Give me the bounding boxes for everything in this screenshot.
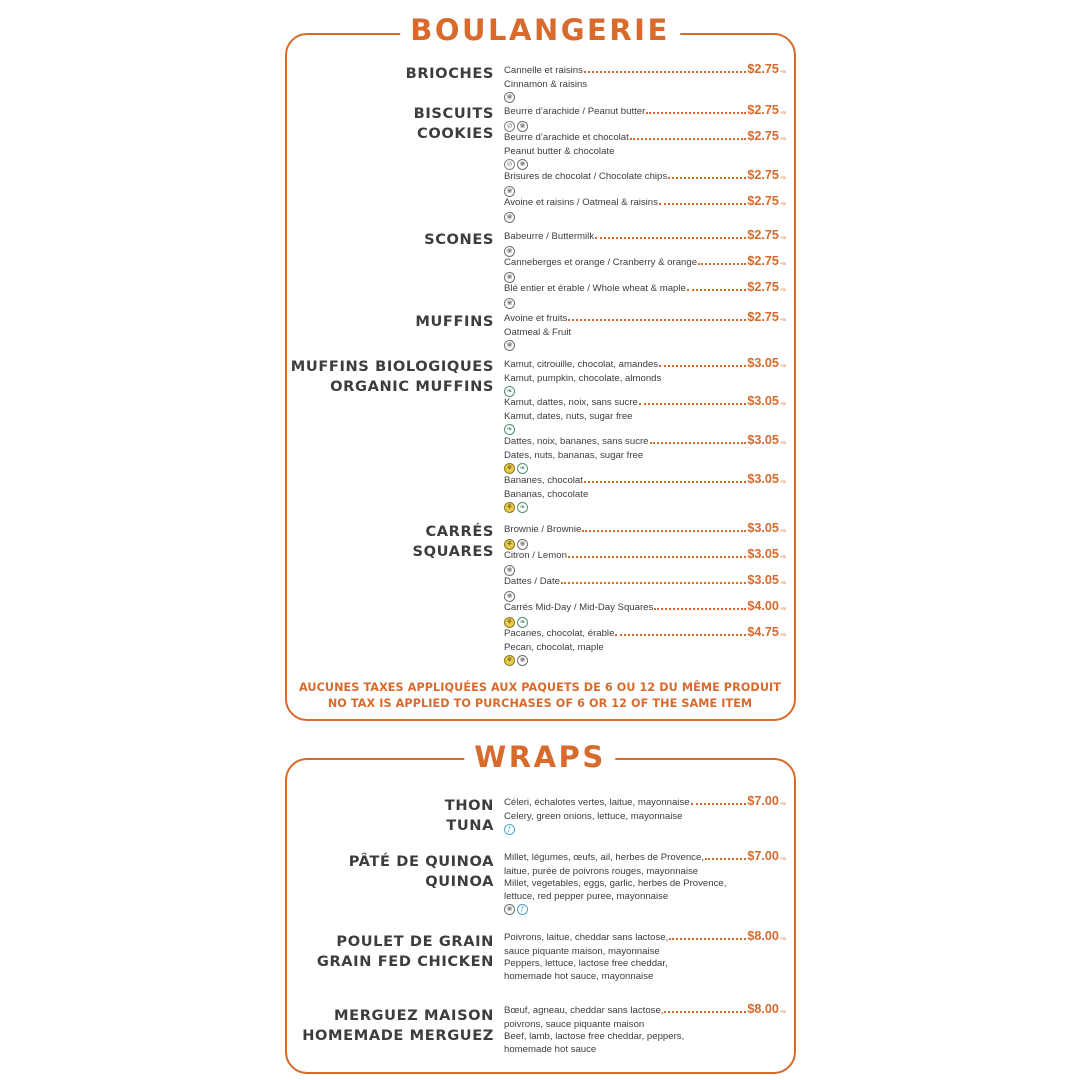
- item-name: Dattes, noix, bananes, sans sucre: [504, 436, 649, 447]
- tax-note: +tx: [779, 606, 786, 611]
- menu-item-row: [504, 574, 786, 590]
- dot-leader: [669, 932, 746, 940]
- item-description: Kamut, dates, nuts, sugar free: [504, 410, 633, 422]
- item-price: $3.05: [747, 521, 779, 535]
- tax-note: +tx: [779, 632, 786, 637]
- organic-icon: ❧: [517, 617, 528, 628]
- gluten-free-icon: ⚘: [504, 617, 515, 628]
- dot-leader: [630, 132, 747, 140]
- diet-icons: [504, 340, 786, 352]
- menu-item: [504, 63, 786, 104]
- tax-note: +tx: [779, 479, 786, 484]
- boulangerie-title: BOULANGERIE: [400, 16, 680, 45]
- section-title-line: COOKIES: [417, 125, 494, 142]
- menu-item-row: [504, 395, 786, 411]
- dot-leader: [705, 852, 746, 860]
- section-title-line: MUFFINS BIOLOGIQUES: [290, 358, 494, 375]
- item-name: Canneberges et orange / Cranberry & orange: [504, 257, 698, 268]
- menu-item: [504, 281, 786, 310]
- tax-note: +tx: [779, 363, 786, 368]
- item-name: Avoine et raisins / Oatmeal & raisins: [504, 197, 658, 208]
- wraps-title: WRAPS: [464, 743, 615, 772]
- item-price: $3.05: [747, 573, 779, 587]
- section-title-line: PÂTÉ DE QUINOA: [348, 853, 494, 870]
- item-name: Babeurre / Buttermilk: [504, 231, 595, 242]
- menu-item-row: [504, 357, 786, 373]
- item-description: poivrons, sauce piquante maison: [504, 1018, 645, 1030]
- organic-icon: ❧: [517, 463, 528, 474]
- item-name: Poivrons, laitue, cheddar sans lactose,: [504, 932, 669, 943]
- dot-leader: [654, 602, 746, 610]
- section-title: [349, 852, 494, 892]
- item-price: $2.75: [747, 129, 779, 143]
- dot-leader: [584, 475, 746, 483]
- dot-leader: [568, 313, 746, 321]
- tax-note: +tx: [779, 401, 786, 406]
- menu-item: [504, 169, 786, 198]
- item-name: Pacanes, chocolat, érable: [504, 628, 615, 639]
- item-name: Kamut, dattes, noix, sans sucre: [504, 397, 638, 408]
- section-title-line: MUFFINS: [415, 313, 494, 330]
- leaf-icon: ❀: [504, 246, 515, 257]
- section-title-line: GRAIN FED CHICKEN: [316, 953, 494, 970]
- menu-item-row: [504, 255, 786, 271]
- menu-item: [504, 229, 786, 258]
- dot-leader: [687, 283, 746, 291]
- item-name: Cannelle et raisins: [504, 65, 583, 76]
- leaf-icon: ❀: [504, 904, 515, 915]
- organic-icon: ❧: [504, 386, 515, 397]
- item-price: $4.75: [747, 625, 779, 639]
- item-price: $2.75: [747, 62, 779, 76]
- fish-icon: ƒ: [517, 904, 528, 915]
- menu-item-row: [504, 522, 786, 538]
- item-price: $3.05: [747, 547, 779, 561]
- dot-leader: [698, 257, 746, 265]
- diet-icons: [504, 824, 786, 836]
- tax-note: +tx: [779, 856, 786, 861]
- item-name: Blé entier et érable / Whole wheat & maple: [504, 283, 686, 294]
- leaf-icon: ❀: [517, 655, 528, 666]
- menu-item: [504, 850, 786, 916]
- menu-item-row: [504, 281, 786, 297]
- dot-leader: [568, 550, 746, 558]
- menu-item: [504, 626, 786, 667]
- gluten-free-icon: ⚘: [504, 539, 515, 550]
- menu-item: [504, 930, 786, 983]
- menu-item-row: [504, 473, 786, 489]
- item-description: laitue, purée de poivrons rouges, mayonnaise: [504, 865, 699, 877]
- dot-leader: [668, 171, 746, 179]
- section-title: [291, 357, 494, 397]
- item-description: lettuce, red pepper puree, mayonnaise: [504, 890, 669, 902]
- item-description: Dates, nuts, bananas, sugar free: [504, 449, 644, 461]
- item-name: Millet, légumes, œufs, ail, herbes de Provence,: [504, 852, 704, 863]
- item-price: $8.00: [747, 1002, 779, 1016]
- item-description: Celery, green onions, lettuce, mayonnaise: [504, 810, 683, 822]
- menu-item-row: [504, 548, 786, 564]
- leaf-icon: ❀: [517, 539, 528, 550]
- item-price: $3.05: [747, 472, 779, 486]
- leaf-icon: ❀: [504, 340, 515, 351]
- item-price: $3.05: [747, 356, 779, 370]
- dot-leader: [582, 524, 746, 532]
- item-description: Kamut, pumpkin, chocolate, almonds: [504, 372, 662, 384]
- menu-item: [504, 255, 786, 284]
- section-title: [424, 230, 494, 250]
- tax-note: +tx: [779, 175, 786, 180]
- diet-icons: [504, 904, 786, 916]
- leaf-icon: ❀: [504, 591, 515, 602]
- section-title-line: TUNA: [446, 817, 494, 834]
- leaf-icon: ❀: [517, 159, 528, 170]
- dot-leader: [615, 628, 746, 636]
- menu-item: [504, 522, 786, 551]
- organic-icon: ❧: [517, 502, 528, 513]
- tax-note: +tx: [779, 235, 786, 240]
- item-name: Avoine et fruits: [504, 313, 568, 324]
- menu-item-row: [504, 626, 786, 642]
- item-name: Bœuf, agneau, cheddar sans lactose,: [504, 1005, 664, 1016]
- dot-leader: [584, 65, 746, 73]
- menu-item: [504, 548, 786, 577]
- item-description: Millet, vegetables, eggs, garlic, herbes de Provence,: [504, 878, 727, 889]
- tax-note: +tx: [779, 1009, 786, 1014]
- item-name: Kamut, citrouille, chocolat, amandes: [504, 359, 659, 370]
- section-title-line: CARRÉS: [425, 523, 494, 540]
- organic-icon: ❧: [504, 424, 515, 435]
- menu-item: [504, 311, 786, 352]
- item-description: Peppers, lettuce, lactose free cheddar,: [504, 958, 668, 969]
- nut-icon: ⊘: [504, 159, 515, 170]
- diet-icons: [504, 92, 786, 104]
- menu-item: [504, 104, 786, 133]
- menu-item-row: [504, 930, 786, 946]
- section-title-line: SQUARES: [412, 543, 494, 560]
- menu-item: [504, 195, 786, 224]
- menu-item-row: [504, 850, 786, 866]
- menu-item: [504, 795, 786, 836]
- item-name: Brisures de chocolat / Chocolate chips: [504, 171, 668, 182]
- item-description: Beef, lamb, lactose free cheddar, peppers,: [504, 1031, 685, 1042]
- item-name: Céleri, échalotes vertes, laitue, mayonnaise: [504, 797, 690, 808]
- leaf-icon: ❀: [504, 92, 515, 103]
- item-price: $3.05: [747, 394, 779, 408]
- gluten-free-icon: ⚘: [504, 463, 515, 474]
- dot-leader: [561, 576, 746, 584]
- tax-note: +tx: [779, 110, 786, 115]
- menu-item: [504, 434, 786, 475]
- menu-item: [504, 473, 786, 514]
- item-description: Cinnamon & raisins: [504, 78, 588, 90]
- tax-note: +tx: [779, 136, 786, 141]
- item-price: $2.75: [747, 254, 779, 268]
- item-price: $2.75: [747, 228, 779, 242]
- section-title-line: POULET DE GRAIN: [336, 933, 494, 950]
- item-name: Beurre d’arachide / Peanut butter: [504, 106, 646, 117]
- item-price: $7.00: [747, 794, 779, 808]
- leaf-icon: ❀: [517, 121, 528, 132]
- menu-item-row: [504, 63, 786, 79]
- diet-icons: [504, 212, 786, 224]
- item-price: $2.75: [747, 310, 779, 324]
- item-price: $2.75: [747, 194, 779, 208]
- tax-note: +tx: [779, 69, 786, 74]
- section-title-line: SCONES: [424, 231, 494, 248]
- tax-note: +tx: [779, 201, 786, 206]
- item-description: Peanut butter & chocolate: [504, 145, 615, 157]
- gluten-free-icon: ⚘: [504, 655, 515, 666]
- dot-leader: [664, 1005, 746, 1013]
- gluten-free-icon: ⚘: [504, 502, 515, 513]
- leaf-icon: ❀: [504, 212, 515, 223]
- leaf-icon: ❀: [504, 186, 515, 197]
- item-name: Citron / Lemon: [504, 550, 567, 561]
- item-name: Beurre d’arachide et chocolat: [504, 132, 629, 143]
- section-title: [317, 932, 494, 972]
- menu-item: [504, 395, 786, 436]
- section-title: [412, 522, 494, 562]
- item-name: Bananes, chocolat: [504, 475, 583, 486]
- tax-notice-fr: AUCUNES TAXES APPLIQUÉES AUX PAQUETS DE 6 OU 12 DU MÊME PRODUIT: [299, 681, 781, 694]
- dot-leader: [639, 397, 746, 405]
- menu-item-row: [504, 1003, 786, 1019]
- tax-note: +tx: [779, 317, 786, 322]
- section-title-line: BRIOCHES: [405, 65, 494, 82]
- menu-item-row: [504, 169, 786, 185]
- leaf-icon: ❀: [504, 565, 515, 576]
- item-name: Brownie / Brownie: [504, 524, 582, 535]
- section-title: [445, 796, 494, 836]
- menu-item: [504, 1003, 786, 1056]
- item-description: Pecan, chocolat, maple: [504, 641, 604, 653]
- dot-leader: [691, 797, 747, 805]
- item-description: homemade hot sauce, mayonnaise: [504, 970, 654, 982]
- diet-icons: [504, 502, 786, 514]
- menu-item-row: [504, 229, 786, 245]
- item-price: $3.05: [747, 433, 779, 447]
- menu-item-row: [504, 130, 786, 146]
- section-title-line: HOMEMADE MERGUEZ: [302, 1027, 494, 1044]
- item-price: $2.75: [747, 103, 779, 117]
- dot-leader: [595, 231, 746, 239]
- menu-item-row: [504, 795, 786, 811]
- tax-notice-en: NO TAX IS APPLIED TO PURCHASES OF 6 OR 12 OF THE SAME ITEM: [327, 697, 753, 710]
- dot-leader: [659, 359, 746, 367]
- tax-note: +tx: [779, 528, 786, 533]
- menu-item: [504, 574, 786, 603]
- section-title-line: QUINOA: [425, 873, 494, 890]
- tax-note: +tx: [779, 261, 786, 266]
- section-title-line: THON: [444, 797, 494, 814]
- section-title: [302, 1006, 494, 1046]
- fish-icon: ƒ: [504, 824, 515, 835]
- tax-note: +tx: [779, 287, 786, 292]
- item-price: $7.00: [747, 849, 779, 863]
- item-price: $8.00: [747, 929, 779, 943]
- section-title: [414, 104, 494, 144]
- item-description: Oatmeal & Fruit: [504, 326, 572, 338]
- dot-leader: [646, 106, 746, 114]
- tax-note: +tx: [779, 554, 786, 559]
- menu-item-row: [504, 600, 786, 616]
- section-title-line: ORGANIC MUFFINS: [330, 378, 494, 395]
- tax-note: +tx: [779, 580, 786, 585]
- tax-note: +tx: [779, 440, 786, 445]
- dot-leader: [650, 436, 747, 444]
- menu-item-row: [504, 311, 786, 327]
- diet-icons: [504, 298, 786, 310]
- item-description: sauce piquante maison, mayonnaise: [504, 945, 660, 957]
- item-description: Bananas, chocolate: [504, 488, 589, 500]
- menu-item: [504, 600, 786, 629]
- menu-item: [504, 130, 786, 171]
- dot-leader: [659, 197, 746, 205]
- menu-item-row: [504, 104, 786, 120]
- menu-item-row: [504, 195, 786, 211]
- tax-note: +tx: [779, 936, 786, 941]
- item-price: $4.00: [747, 599, 779, 613]
- tax-notice: [290, 680, 790, 712]
- leaf-icon: ❀: [504, 272, 515, 283]
- item-description: homemade hot sauce: [504, 1043, 597, 1055]
- tax-note: +tx: [779, 801, 786, 806]
- section-title: [406, 64, 494, 84]
- menu-item: [504, 357, 786, 398]
- item-name: Carrés Mid-Day / Mid-Day Squares: [504, 602, 654, 613]
- item-price: $2.75: [747, 280, 779, 294]
- item-name: Dattes / Date: [504, 576, 560, 587]
- section-title: [415, 312, 494, 332]
- section-title-line: BISCUITS: [413, 105, 494, 122]
- diet-icons: [504, 655, 786, 667]
- leaf-icon: ❀: [504, 298, 515, 309]
- section-title-line: MERGUEZ MAISON: [334, 1007, 494, 1024]
- nut-icon: ⊘: [504, 121, 515, 132]
- item-price: $2.75: [747, 168, 779, 182]
- menu-item-row: [504, 434, 786, 450]
